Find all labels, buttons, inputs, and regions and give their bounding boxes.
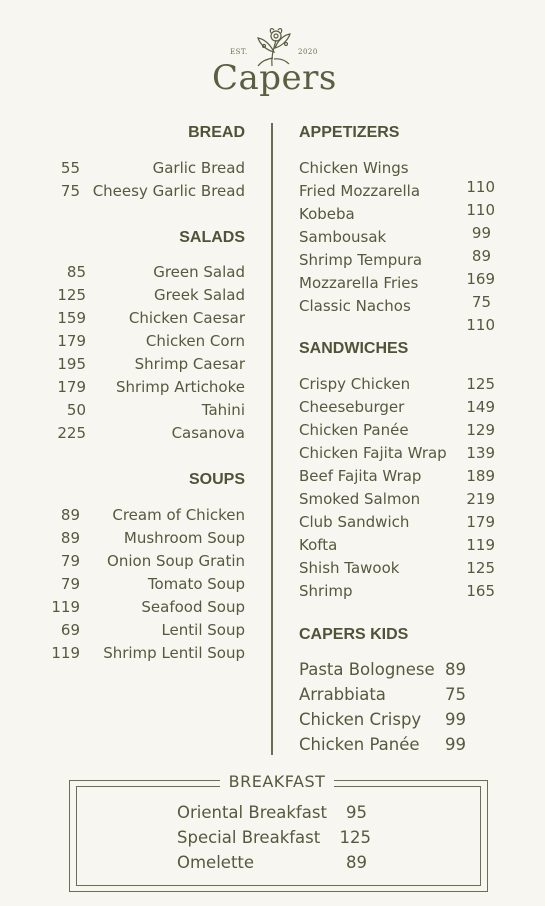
- item-price: 169: [466, 270, 495, 288]
- item-price: 189: [466, 467, 495, 485]
- sandwiches-heading: SANDWICHES: [299, 340, 409, 357]
- item-name: Shrimp Tempura: [299, 251, 423, 269]
- item-name: Chicken Fajita Wrap: [299, 444, 447, 462]
- item-name: Sambousak: [299, 228, 387, 246]
- appetizers-prices: [455, 178, 495, 339]
- item-price: 125: [339, 828, 371, 847]
- item-name: Cream of Chicken: [112, 506, 245, 524]
- sandwiches-list: [299, 375, 495, 605]
- list-item: [40, 159, 245, 182]
- item-name: Shrimp Lentil Soup: [103, 644, 245, 662]
- list-item: [299, 398, 495, 421]
- list-item: [40, 355, 245, 378]
- item-name: Shrimp Artichoke: [115, 378, 245, 396]
- item-price: 179: [57, 378, 86, 396]
- soups-heading: SOUPS: [188, 471, 245, 488]
- item-name: Crispy Chicken: [299, 375, 411, 393]
- item-price: 110: [466, 316, 495, 334]
- item-price: 89: [445, 660, 466, 679]
- list-item: [299, 709, 469, 734]
- item-price: 159: [57, 309, 86, 327]
- list-item: [40, 598, 245, 621]
- column-divider: [271, 123, 273, 755]
- item-price: 89: [471, 247, 491, 265]
- list-item: [40, 332, 245, 355]
- list-item: [299, 536, 495, 559]
- item-name: Mushroom Soup: [123, 529, 245, 547]
- item-name: Chicken Panée: [299, 421, 409, 439]
- item-name: Kofta: [299, 536, 338, 554]
- item-name: Kobeba: [299, 205, 355, 223]
- list-item: [299, 582, 495, 605]
- item-price: 50: [66, 401, 86, 419]
- item-name: Chicken Wings: [299, 159, 409, 177]
- item-name: Pasta Bolognese: [299, 660, 435, 679]
- item-price: 195: [57, 355, 86, 373]
- bread-list: [40, 159, 245, 205]
- appetizers-names: [299, 159, 459, 320]
- item-name: Tahini: [201, 401, 245, 419]
- item-name: Seafood Soup: [141, 598, 245, 616]
- logo-year: 2020: [298, 48, 318, 56]
- list-item: [40, 575, 245, 598]
- item-name: Shrimp Caesar: [134, 355, 245, 373]
- breakfast-heading: [220, 772, 334, 791]
- breakfast-title: BREAKFAST: [228, 772, 326, 791]
- item-price: 225: [57, 424, 86, 442]
- kids-list: [299, 659, 469, 759]
- list-item: [40, 621, 245, 644]
- logo-est: EST.: [230, 48, 248, 56]
- list-item: [40, 424, 245, 447]
- item-name: Club Sandwich: [299, 513, 410, 531]
- item-name: Tomato Soup: [147, 575, 245, 593]
- item-name: Mozzarella Fries: [299, 274, 419, 292]
- item-price: 55: [60, 159, 80, 177]
- list-item: [299, 684, 469, 709]
- item-price: 89: [60, 529, 80, 547]
- logo: [200, 26, 345, 106]
- list-item: [177, 852, 377, 877]
- item-price: 79: [60, 575, 80, 593]
- item-price: 219: [466, 490, 495, 508]
- item-name: Casanova: [171, 424, 245, 442]
- list-item: [40, 644, 245, 667]
- item-name: Chicken Crispy: [299, 710, 422, 729]
- list-item: [40, 506, 245, 529]
- item-price: 119: [51, 644, 80, 662]
- list-item: [40, 309, 245, 332]
- item-name: Classic Nachos: [299, 297, 411, 315]
- item-price: 75: [445, 685, 466, 704]
- item-name: Smoked Salmon: [299, 490, 421, 508]
- item-price: 179: [466, 513, 495, 531]
- kids-heading: CAPERS KIDS: [299, 626, 409, 643]
- item-name: Onion Soup Gratin: [107, 552, 245, 570]
- list-item: [40, 529, 245, 552]
- item-price: 110: [466, 178, 495, 196]
- item-name: Omelette: [177, 853, 255, 872]
- item-price: 110: [466, 201, 495, 219]
- item-name: Cheesy Garlic Bread: [92, 182, 245, 200]
- list-item: [40, 378, 245, 401]
- list-item: [299, 490, 495, 513]
- item-name: Garlic Bread: [152, 159, 245, 177]
- list-item: [177, 827, 377, 852]
- item-price: 99: [445, 710, 466, 729]
- list-item: [40, 552, 245, 575]
- list-item: [299, 421, 495, 444]
- item-name: Shish Tawook: [299, 559, 400, 577]
- item-price: 85: [66, 263, 86, 281]
- list-item: [40, 182, 245, 205]
- item-price: 179: [57, 332, 86, 350]
- item-price: 75: [60, 182, 80, 200]
- item-name: Shrimp: [299, 582, 353, 600]
- list-item: [299, 659, 469, 684]
- list-item: [40, 286, 245, 309]
- list-item: [299, 559, 495, 582]
- item-name: Cheeseburger: [299, 398, 405, 416]
- item-price: 129: [466, 421, 495, 439]
- item-price: 139: [466, 444, 495, 462]
- list-item: [299, 513, 495, 536]
- salads-list: [40, 263, 245, 447]
- item-name: Special Breakfast: [177, 828, 321, 847]
- bread-heading: BREAD: [188, 124, 245, 141]
- item-price: 165: [466, 582, 495, 600]
- item-name: Chicken Corn: [145, 332, 245, 350]
- item-name: Chicken Panée: [299, 735, 420, 754]
- breakfast-list: [177, 802, 377, 877]
- list-item: [299, 375, 495, 398]
- item-price: 149: [466, 398, 495, 416]
- list-item: [40, 263, 245, 286]
- soups-list: [40, 506, 245, 667]
- list-item: [177, 802, 377, 827]
- item-name: Green Salad: [153, 263, 245, 281]
- item-name: Lentil Soup: [161, 621, 245, 639]
- item-price: 99: [471, 224, 491, 242]
- item-price: 119: [466, 536, 495, 554]
- item-name: Chicken Caesar: [128, 309, 245, 327]
- item-price: 75: [471, 293, 491, 311]
- item-price: 99: [445, 735, 466, 754]
- item-name: Fried Mozzarella: [299, 182, 421, 200]
- item-price: 79: [60, 552, 80, 570]
- item-price: 89: [346, 853, 367, 872]
- item-price: 125: [466, 375, 495, 393]
- list-item: [299, 444, 495, 467]
- item-price: 125: [466, 559, 495, 577]
- list-item: [299, 467, 495, 490]
- item-name: Beef Fajita Wrap: [299, 467, 422, 485]
- item-price: 119: [51, 598, 80, 616]
- item-price: 95: [346, 803, 367, 822]
- item-name: Oriental Breakfast: [177, 803, 327, 822]
- appetizers-heading: APPETIZERS: [299, 124, 400, 141]
- item-price: 125: [57, 286, 86, 304]
- item-price: 89: [60, 506, 80, 524]
- item-price: 69: [60, 621, 80, 639]
- item-name: Arrabbiata: [299, 685, 386, 704]
- list-item: [40, 401, 245, 424]
- list-item: [299, 734, 469, 759]
- item-name: Greek Salad: [154, 286, 245, 304]
- salads-heading: SALADS: [179, 229, 245, 246]
- logo-name: Capers: [212, 58, 337, 98]
